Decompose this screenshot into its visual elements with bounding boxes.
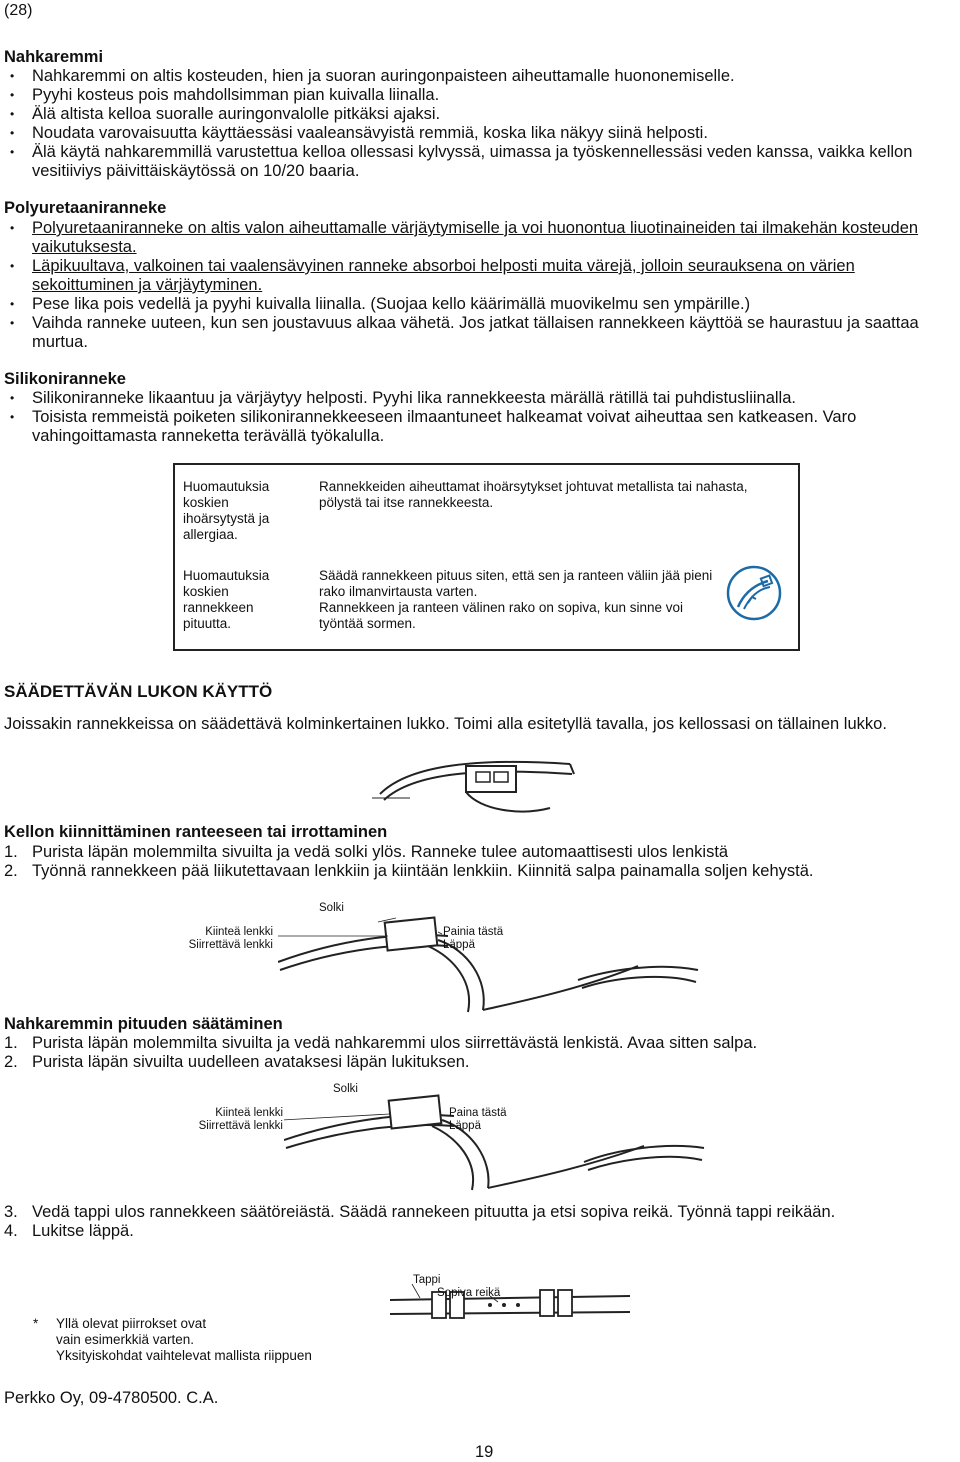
list-item: 2. Työnnä rannekkeen pää liikutettavaan lenkkiin ja kiintään lenkkiin. Kiinnitä salpa painamalla soljen kehystä. — [4, 862, 814, 880]
list-item: 1. Purista läpän molemmilta sivuilta ja vedä solki ylös. Ranneke tulee automaattisesti ulos lenkistä — [4, 843, 729, 861]
label-flap-2: Läppä — [449, 1120, 481, 1132]
list-item: • Älä altista kelloa suoralle auringonvalolle pitkäksi ajaksi. — [4, 105, 944, 124]
clasp-illustration — [370, 754, 600, 824]
label-moving-loop-2: Siirrettävä lenkki — [198, 1120, 283, 1132]
footnote: Yllä olevat piirrokset ovat vain esimerkkiä varten. Yksityiskohdat vaihtelevat mallista riippuen — [56, 1316, 312, 1363]
list-item: 2. Purista läpän sivuilta uudelleen avataksesi läpän lukituksen. — [4, 1053, 470, 1071]
poly-heading: Polyuretaaniranneke — [4, 199, 167, 217]
adjust-illustration — [284, 1090, 714, 1195]
list-item: 4. Lukitse läppä. — [4, 1222, 134, 1240]
list-item: • Silikoniranneke likaantuu ja värjäytyy helposti. Pyyhi lika rannekkeesta märällä rätillä tai puhdistusliinalla. — [4, 389, 959, 408]
label-pin: Tappi — [413, 1274, 441, 1286]
note-allergy-text: Rannekkeiden aiheuttamat ihoärsytykset johtuvat metallista tai nahasta, pölystä tai itse rannekkeesta. — [319, 479, 748, 510]
list-item: • Nahkaremmi on altis kosteuden, hien ja suoran auringonpaisteen aiheuttamalle huononemiselle. — [4, 67, 944, 86]
adjust-steps-2 — [4, 1203, 944, 1241]
leather-heading: Nahkaremmi — [4, 48, 104, 66]
note-length-label: Huomautuksia koskien rannekkeen pituutta. — [183, 568, 270, 631]
clasp-intro: Joissakin rannekkeissa on säädettävä kolminkertainen lukko. Toimi alla esitetyllä tavalla, jos kellossasi on tällainen lukko. — [4, 715, 887, 733]
list-item: • Noudata varovaisuutta käyttäessäsi vaaleansävyistä remmiä, koska lika näkyy siinä helposti. — [4, 124, 944, 143]
silicone-heading: Silikoniranneke — [4, 370, 126, 388]
leather-list — [4, 67, 944, 181]
label-press-2: Paina tästä — [449, 1107, 507, 1119]
list-item: • Pese lika pois vedellä ja pyyhi kuivalla liinalla. (Suojaa kello käärimällä muovikelmu sen ympärille.) — [4, 295, 934, 314]
label-fixed-loop: Kiinteä lenkki — [205, 926, 273, 938]
wrist-gap-icon — [724, 563, 784, 623]
label-fixed-loop-2: Kiinteä lenkki — [215, 1107, 283, 1119]
list-item: • Läpikuultava, valkoinen tai vaalensävyinen ranneke absorboi helposti muita värejä, jolloin seurauksena on värien sekoittuminen ja värjäytyminen. — [4, 257, 934, 295]
note-length-text: Säädä rannekkeen pituus siten, että sen ja ranteen väliin jää pieni rako ilmanvirtausta varten. Rannekkeen ja ranteen välinen rako on sopiva, kun sinne voi työntää sormen. — [319, 568, 713, 631]
adjust-steps-1 — [4, 1034, 944, 1072]
list-item: • Älä käytä nahkaremmillä varustettua kelloa ollessasi kylvyssä, uimassa ja työskennellessäsi veden kanssa, vaikka kellon vesitiiviys päivittäiskäytössä on 10/20 baaria. — [4, 143, 944, 181]
notes-box — [173, 463, 800, 651]
poly-list — [4, 219, 934, 352]
attach-steps — [4, 843, 944, 881]
list-item: • Polyuretaaniranneke on altis valon aiheuttamalle värjäytymiselle ja voi huonontua liuotinaineiden tai ilmakehän kosteuden vaikutuksesta. — [4, 219, 934, 257]
page-number: 19 — [475, 1443, 494, 1461]
list-item: 3. Vedä tappi ulos rannekkeen säätöreiästä. Säädä rannekeen pituutta ja etsi sopiva reikä. Työnnä tappi reikään. — [4, 1203, 836, 1221]
note-allergy-label: Huomautuksia koskien ihoärsytystä ja allergiaa. — [183, 479, 270, 542]
label-solki-2: Solki — [333, 1083, 358, 1095]
attach-heading: Kellon kiinnittäminen ranteeseen tai irrottaminen — [4, 823, 388, 841]
list-item: • Toisista remmeistä poiketen silikonirannekkeeseen ilmaantuneet halkeamat voivat aiheuttaa sen katkeasen. Varo vahingoittamasta ranneketta terävällä työkalulla. — [4, 408, 959, 446]
list-item: • Pyyhi kosteus pois mahdollsimman pian kuivalla liinalla. — [4, 86, 944, 105]
label-press: Painia tästä — [443, 926, 504, 938]
label-hole: Sopiva reikä — [437, 1287, 501, 1299]
adjust-heading: Nahkaremmin pituuden säätäminen — [4, 1015, 283, 1033]
silicone-list — [4, 389, 959, 446]
company-info: Perkko Oy, 09-4780500. C.A. — [4, 1389, 219, 1407]
page-tag: (28) — [4, 2, 33, 19]
clasp-heading: SÄÄDETTÄVÄN LUKON KÄYTTÖ — [4, 682, 273, 701]
list-item: 1. Purista läpän molemmilta sivuilta ja vedä nahkaremmi ulos siirrettävästä lenkistä. Avaa sitten salpa. — [4, 1034, 758, 1052]
label-moving-loop: Siirrettävä lenkki — [188, 939, 273, 951]
footnote-star: * — [33, 1316, 39, 1331]
label-flap: Läppä — [443, 939, 475, 951]
label-solki: Solki — [319, 902, 344, 914]
list-item: • Vaihda ranneke uuteen, kun sen joustavuus alkaa vähetä. Jos jatkat tällaisen rannekkeen käyttöä se haurastuu ja saattaa murtua. — [4, 314, 934, 352]
